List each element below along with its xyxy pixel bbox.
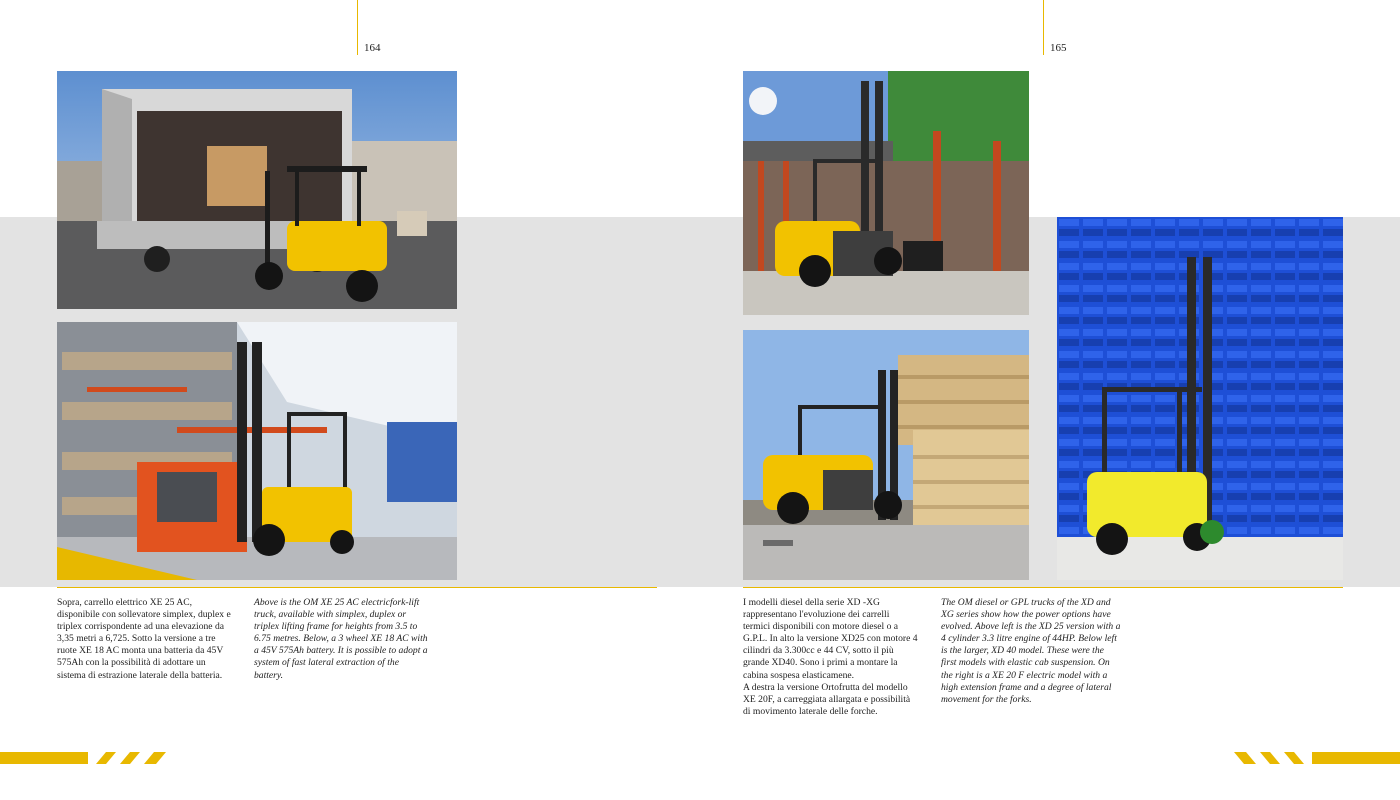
photo-diesel-forklift-xd40-lumber <box>743 330 1029 580</box>
caption-right-italian: I modelli diesel della serie XD -XG rappresentano l'evoluzione dei carrelli termici disponibili con motore diesel o a G.P.L. In alto la versione XD25 con motore 4 cilindri da 3.300cc e 44 CV, sotto il più grande XD40. Sono i primi a montare la cabina sospesa elasticamene. A destra la versione Ortofrutta del modello XE 20F, a carreggiata allargata e possibilità di movimento laterale delle forche. <box>743 597 918 717</box>
photo-diesel-forklift-xd25 <box>743 71 1029 315</box>
page-number-left: 164 <box>364 42 381 54</box>
page-marker-line-right <box>1043 0 1044 55</box>
caption-right-english: The OM diesel or GPL trucks of the XD and XG series show how the power options have evolved. Above left is the XD 25 version with a 4 cylinder 3.3 litre engine of 44HP. Below left is the larger, XD 40 model. These were the first models with elastic cab suspension. On the right is a XE 20 F electric model with a high extension frame and a degree of lateral movement for the forks. <box>941 597 1121 705</box>
caption-left-italian: Sopra, carrello elettrico XE 25 AC, disponibile con sollevatore simplex, duplex e triplex corrispondente ad una elevazione da 3,35 metri a 6,725. Sotto la versione a tre ruote XE 18 AC monta una batteria da 45V 575Ah con la possibilità di adottare un sistema di estrazione laterale della batteria. <box>57 597 231 681</box>
caption-rule-left <box>57 587 657 588</box>
page-number-right: 165 <box>1050 42 1067 54</box>
photo-warehouse-forklift <box>57 322 457 580</box>
decorative-stripes-left <box>0 752 170 764</box>
photo-electric-forklift-blue-crates <box>1057 217 1343 580</box>
decorative-stripes-right <box>1230 752 1400 764</box>
caption-left-english: Above is the OM XE 25 AC electricfork-lift truck, available with simplex, duplex or triplex lifting frame for heights from 3.5 to 6.75 metres. Below, a 3 wheel XE 18 AC with a 45V 575Ah battery. It is possible to adopt a system of fast lateral extraction of the battery. <box>254 597 428 681</box>
photo-truck-loading-forklift <box>57 71 457 309</box>
page-marker-line-left <box>357 0 358 55</box>
caption-rule-right <box>743 587 1343 588</box>
